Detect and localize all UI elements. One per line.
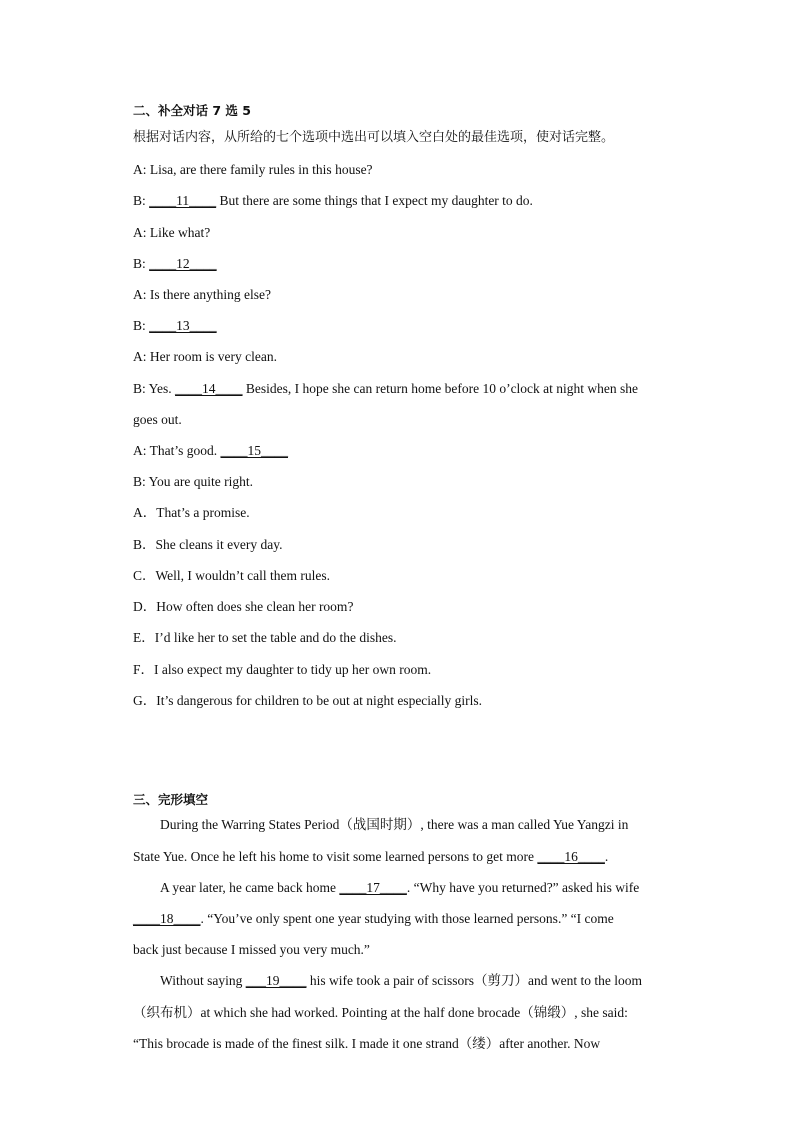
dialogue-line: A: Her room is very clean. xyxy=(133,349,277,364)
section-2-heading: 二、补全对话 7 选 5 xyxy=(133,103,251,118)
blank-15: ____15____ xyxy=(220,443,288,458)
blank-11: ____11____ xyxy=(149,193,217,208)
option-b: B．She cleans it every day. xyxy=(133,537,283,552)
dialogue-line: A: Lisa, are there family rules in this house? xyxy=(133,162,373,177)
option-a: A．That’s a promise. xyxy=(133,505,250,520)
section-2-instruction: 根据对话内容，从所给的七个选项中选出可以填入空白处的最佳选项，使对话完整。 xyxy=(133,130,615,145)
option-d: D．How often does she clean her room? xyxy=(133,599,354,614)
blank-19: ___19____ xyxy=(245,973,307,988)
blank-12: ____12____ xyxy=(149,256,217,271)
dialogue-line: B: You are quite right. xyxy=(133,474,253,489)
dialogue-line: A: Is there anything else? xyxy=(133,287,271,302)
dialogue-line: goes out. xyxy=(133,412,182,427)
section-3-heading: 三、完形填空 xyxy=(133,792,209,807)
blank-14: ____14____ xyxy=(175,381,243,396)
passage-line: A year later, he came back home ____17____. “Why have you returned?” asked his wife xyxy=(160,880,640,895)
passage-line: Without saying ___19____ his wife took a pair of scissors（剪刀）and went to the loom xyxy=(160,973,643,988)
passage-line: ____18____. “You’ve only spent one year studying with those learned persons.” “I come xyxy=(133,911,614,926)
passage-line: State Yue. Once he left his home to visit some learned persons to get more ____16____. xyxy=(133,849,609,864)
passage-line: back just because I missed you very much.” xyxy=(133,942,370,957)
dialogue-line: A: Like what? xyxy=(133,225,211,240)
dialogue-line: B: Yes. ____14____ Besides, I hope she can return home before 10 o’clock at night when she xyxy=(133,381,639,396)
option-c: C．Well, I wouldn’t call them rules. xyxy=(133,568,331,583)
blank-16: ____16____ xyxy=(537,849,605,864)
dialogue-line: B: ____13____ xyxy=(133,318,217,333)
passage-line: During the Warring States Period（战国时期）, there was a man called Yue Yangzi in xyxy=(160,817,629,832)
option-g: G．It’s dangerous for children to be out at night especially girls. xyxy=(133,693,483,708)
passage-line: “This brocade is made of the finest silk. I made it one strand（缕）after another. Now xyxy=(133,1036,601,1051)
dialogue-line: B: ____12____ xyxy=(133,256,217,271)
dialogue-line: B: ____11____ But there are some things that I expect my daughter to do. xyxy=(133,193,533,208)
dialogue-line: A: That’s good. ____15____ xyxy=(133,443,288,458)
option-f: F．I also expect my daughter to tidy up her own room. xyxy=(133,662,432,677)
blank-18: ____18____ xyxy=(133,911,201,926)
passage-line: （织布机）at which she had worked. Pointing at the half done brocade（锦缎）, she said: xyxy=(133,1005,628,1020)
blank-17: ____17____ xyxy=(339,880,407,895)
option-e: E．I’d like her to set the table and do the dishes. xyxy=(133,630,397,645)
blank-13: ____13____ xyxy=(149,318,217,333)
